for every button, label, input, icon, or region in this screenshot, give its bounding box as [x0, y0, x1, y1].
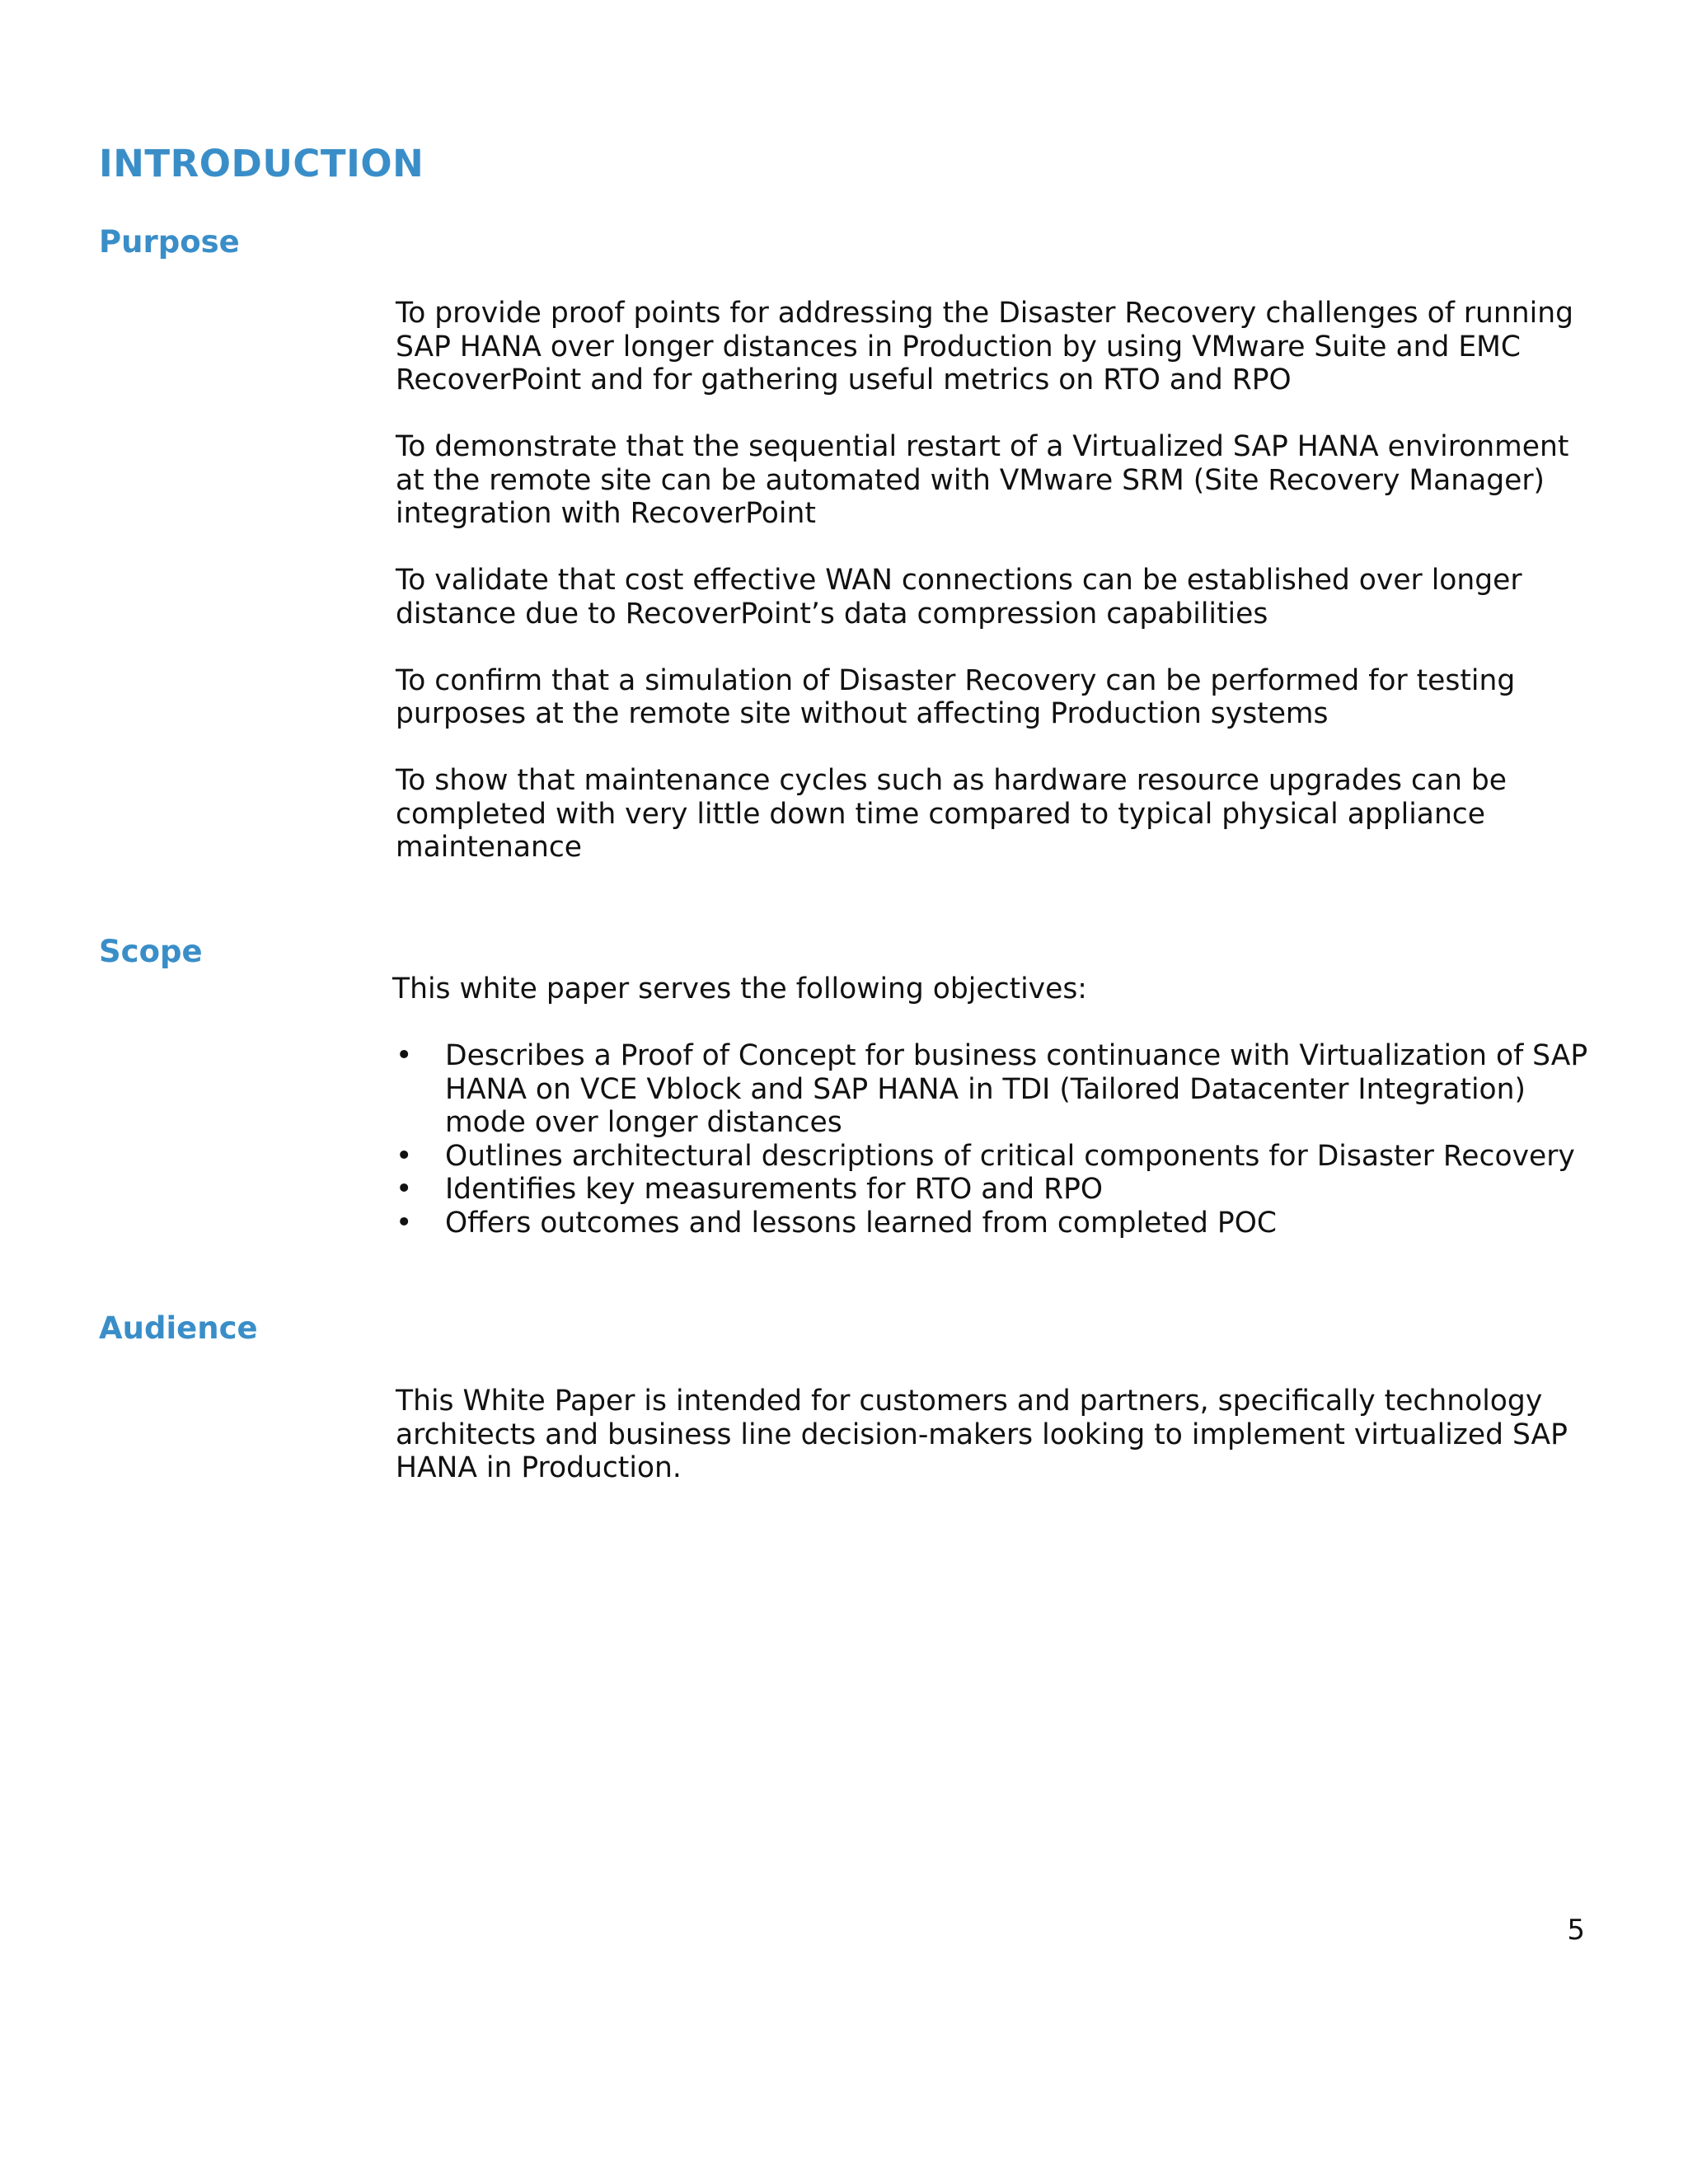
- purpose-section: [396, 297, 1599, 865]
- list-item-text: Identifies key measurements for RTO and RPO: [445, 1173, 1104, 1206]
- audience-section: [396, 1385, 1599, 1485]
- bullet-marker: •: [396, 1139, 413, 1173]
- list-item: [392, 1140, 1596, 1174]
- list-item: [392, 1207, 1596, 1240]
- audience-paragraph: This White Paper is intended for customers and partners, specifically technology architects and business line decision-makers looking to implement virtualized SAP HANA in Production.: [396, 1385, 1568, 1484]
- list-item-text: Outlines architectural descriptions of critical components for Disaster Recovery: [445, 1139, 1575, 1173]
- purpose-heading: Purpose: [99, 224, 240, 260]
- purpose-paragraph: To validate that cost effective WAN connections can be established over longer distance due to RecoverPoint’s data compression capabilities: [396, 564, 1522, 630]
- scope-intro: This white paper serves the following objectives:: [392, 972, 1087, 1005]
- scope-section: [392, 972, 1596, 1240]
- list-item: [392, 1173, 1596, 1207]
- purpose-paragraph: To demonstrate that the sequential restart of a Virtualized SAP HANA environment at the remote site can be automated with VMware SRM (Site Recovery Manager) integration with RecoverPoint: [396, 430, 1569, 530]
- bullet-marker: •: [396, 1039, 413, 1072]
- page-number: 5: [1567, 1914, 1585, 1947]
- bullet-marker: •: [396, 1206, 413, 1240]
- audience-heading: Audience: [99, 1310, 258, 1346]
- list-item-text: Describes a Proof of Concept for business continuance with Virtualization of SAP HANA on VCE Vblock and SAP HANA in TDI (Tailored Datacenter Integration) mode over longer distances: [445, 1039, 1588, 1139]
- purpose-paragraph: To confirm that a simulation of Disaster Recovery can be performed for testing purposes at the remote site without affecting Production systems: [396, 663, 1516, 730]
- list-item-text: Offers outcomes and lessons learned from completed POC: [445, 1206, 1277, 1240]
- page-title: INTRODUCTION: [99, 142, 424, 185]
- scope-heading: Scope: [99, 934, 203, 969]
- purpose-paragraph: To show that maintenance cycles such as hardware resource upgrades can be completed with very little down time compared to typical physical appliance maintenance: [396, 764, 1507, 864]
- purpose-paragraph: To provide proof points for addressing the Disaster Recovery challenges of running SAP HANA over longer distances in Production by using VMware Suite and EMC RecoverPoint and for gathering useful metrics on RTO and RPO: [396, 297, 1573, 396]
- list-item: [392, 1039, 1596, 1140]
- bullet-marker: •: [396, 1173, 413, 1206]
- scope-bullet-list: [392, 1039, 1596, 1240]
